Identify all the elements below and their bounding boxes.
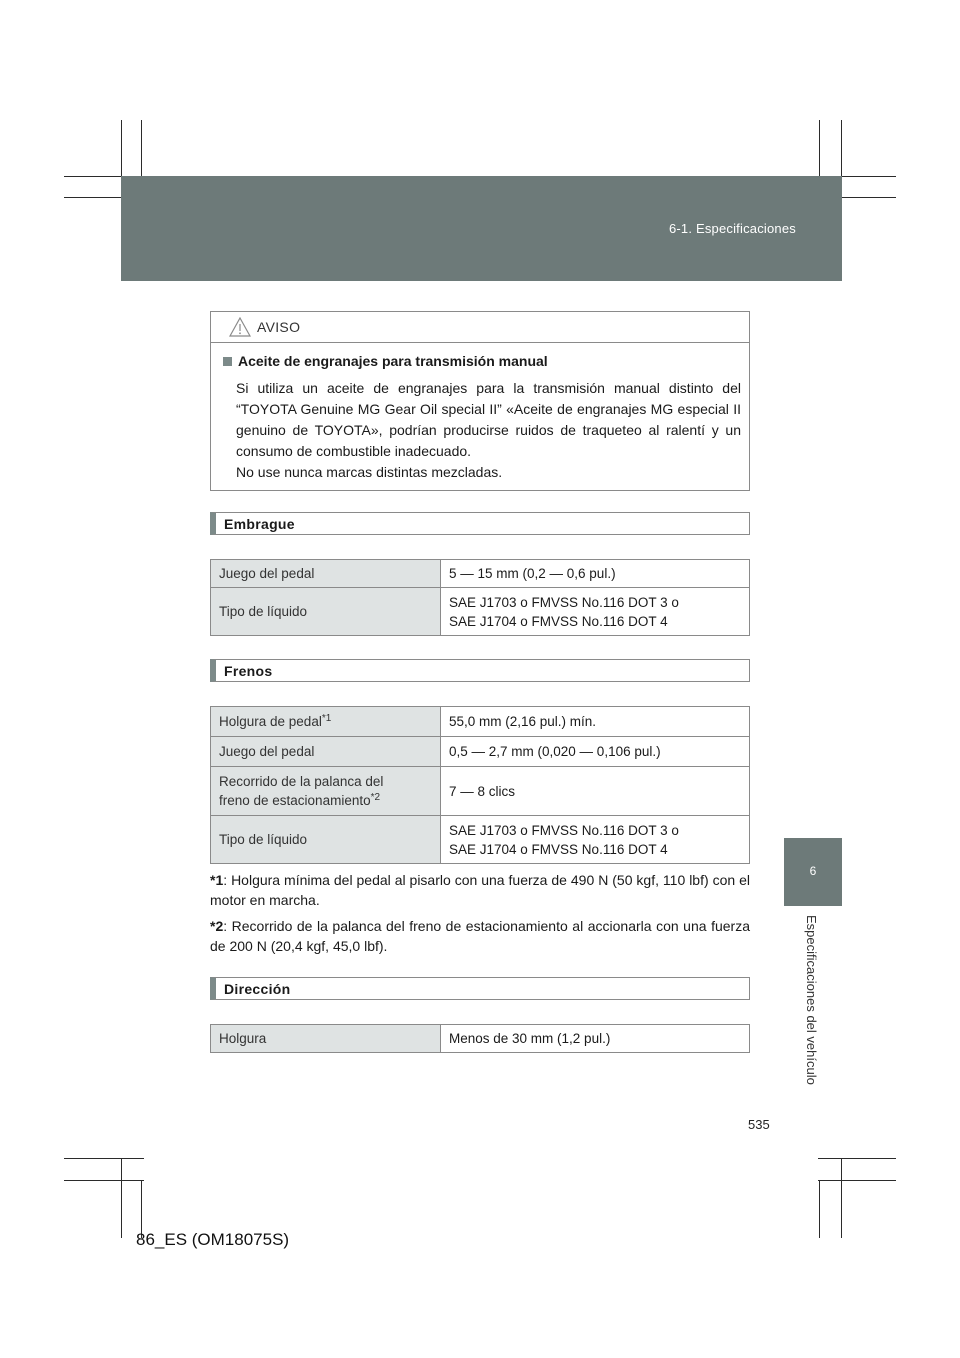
- warning-title: Aceite de engranajes para transmisión manual: [223, 351, 741, 372]
- row-key: Juego del pedal: [211, 560, 441, 588]
- row-value: SAE J1703 o FMVSS No.116 DOT 3 o SAE J1704 o FMVSS No.116 DOT 4: [441, 816, 750, 864]
- header-band: [121, 176, 842, 281]
- warning-label: AVISO: [257, 319, 301, 335]
- row-key: Holgura: [211, 1025, 441, 1053]
- crop-mark: [64, 1158, 144, 1159]
- footnote-2: *2: Recorrido de la palanca del freno de estacionamiento al accionarla con una fuerza de 200 N (20,4 kgf, 45,0 lbf).: [210, 918, 750, 954]
- crop-mark: [818, 1180, 896, 1181]
- crop-mark: [819, 1180, 820, 1238]
- row-key: Juego del pedal: [211, 737, 441, 767]
- section-title: 6-1. Especificaciones: [668, 221, 796, 236]
- section-heading-direccion: Dirección: [210, 977, 750, 1000]
- row-key: Recorrido de la palanca del freno de estacionamiento$^{*2}$: [211, 767, 441, 816]
- square-bullet-icon: [223, 357, 232, 366]
- document-code: 86_ES (OM18075S): [136, 1230, 290, 1249]
- crop-mark: [818, 1158, 896, 1159]
- warning-header: [211, 312, 749, 343]
- frenos-table: [210, 706, 750, 864]
- embrague-table: [210, 559, 750, 636]
- row-value: Menos de 30 mm (1,2 pul.): [441, 1025, 750, 1053]
- table-row: [211, 560, 750, 588]
- row-key: Tipo de líquido: [211, 588, 441, 636]
- section-heading-embrague: Embrague: [210, 512, 750, 535]
- warning-box: [210, 311, 750, 491]
- table-row: [211, 816, 750, 864]
- warning-triangle-icon: [229, 317, 251, 337]
- table-row: [211, 707, 750, 737]
- row-value: 0,5 — 2,7 mm (0,020 — 0,106 pul.): [441, 737, 750, 767]
- table-row: [211, 737, 750, 767]
- crop-mark: [64, 1180, 144, 1181]
- table-row: [211, 1025, 750, 1053]
- row-value: 55,0 mm (2,16 pul.) mín.: [441, 707, 750, 737]
- chapter-number: 6: [809, 864, 817, 878]
- page-number: 535: [748, 1117, 770, 1132]
- chapter-tab: [784, 838, 842, 906]
- direccion-table: [210, 1024, 750, 1053]
- row-value: SAE J1703 o FMVSS No.116 DOT 3 o SAE J1704 o FMVSS No.116 DOT 4: [441, 588, 750, 636]
- warning-text: Si utiliza un aceite de engranajes para la transmisión manual distinto del “TOYOTA Genuine MG Gear Oil special II” «Aceite de engranajes MG especial II genuino de TOYOTA», podrían producirse ruidos de traqueteo al ralentí y un consumo de combustible inadecuado. No use nunca marcas distintas mezcladas.: [236, 380, 741, 480]
- table-row: [211, 588, 750, 636]
- crop-mark: [841, 1158, 842, 1238]
- row-key: Holgura de pedal$^{*1}$: [211, 707, 441, 737]
- chapter-label: Especificaciones del vehículo: [804, 915, 819, 1085]
- row-value: 7 — 8 clics: [441, 767, 750, 816]
- footnote-1: *1: Holgura mínima del pedal al pisarlo con una fuerza de 490 N (50 kgf, 110 lbf) con el motor en marcha.: [210, 872, 750, 908]
- table-row: [211, 767, 750, 816]
- crop-mark: [121, 1158, 122, 1238]
- row-key: Tipo de líquido: [211, 816, 441, 864]
- row-value: 5 — 15 mm (0,2 — 0,6 pul.): [441, 560, 750, 588]
- section-heading-frenos: Frenos: [210, 659, 750, 682]
